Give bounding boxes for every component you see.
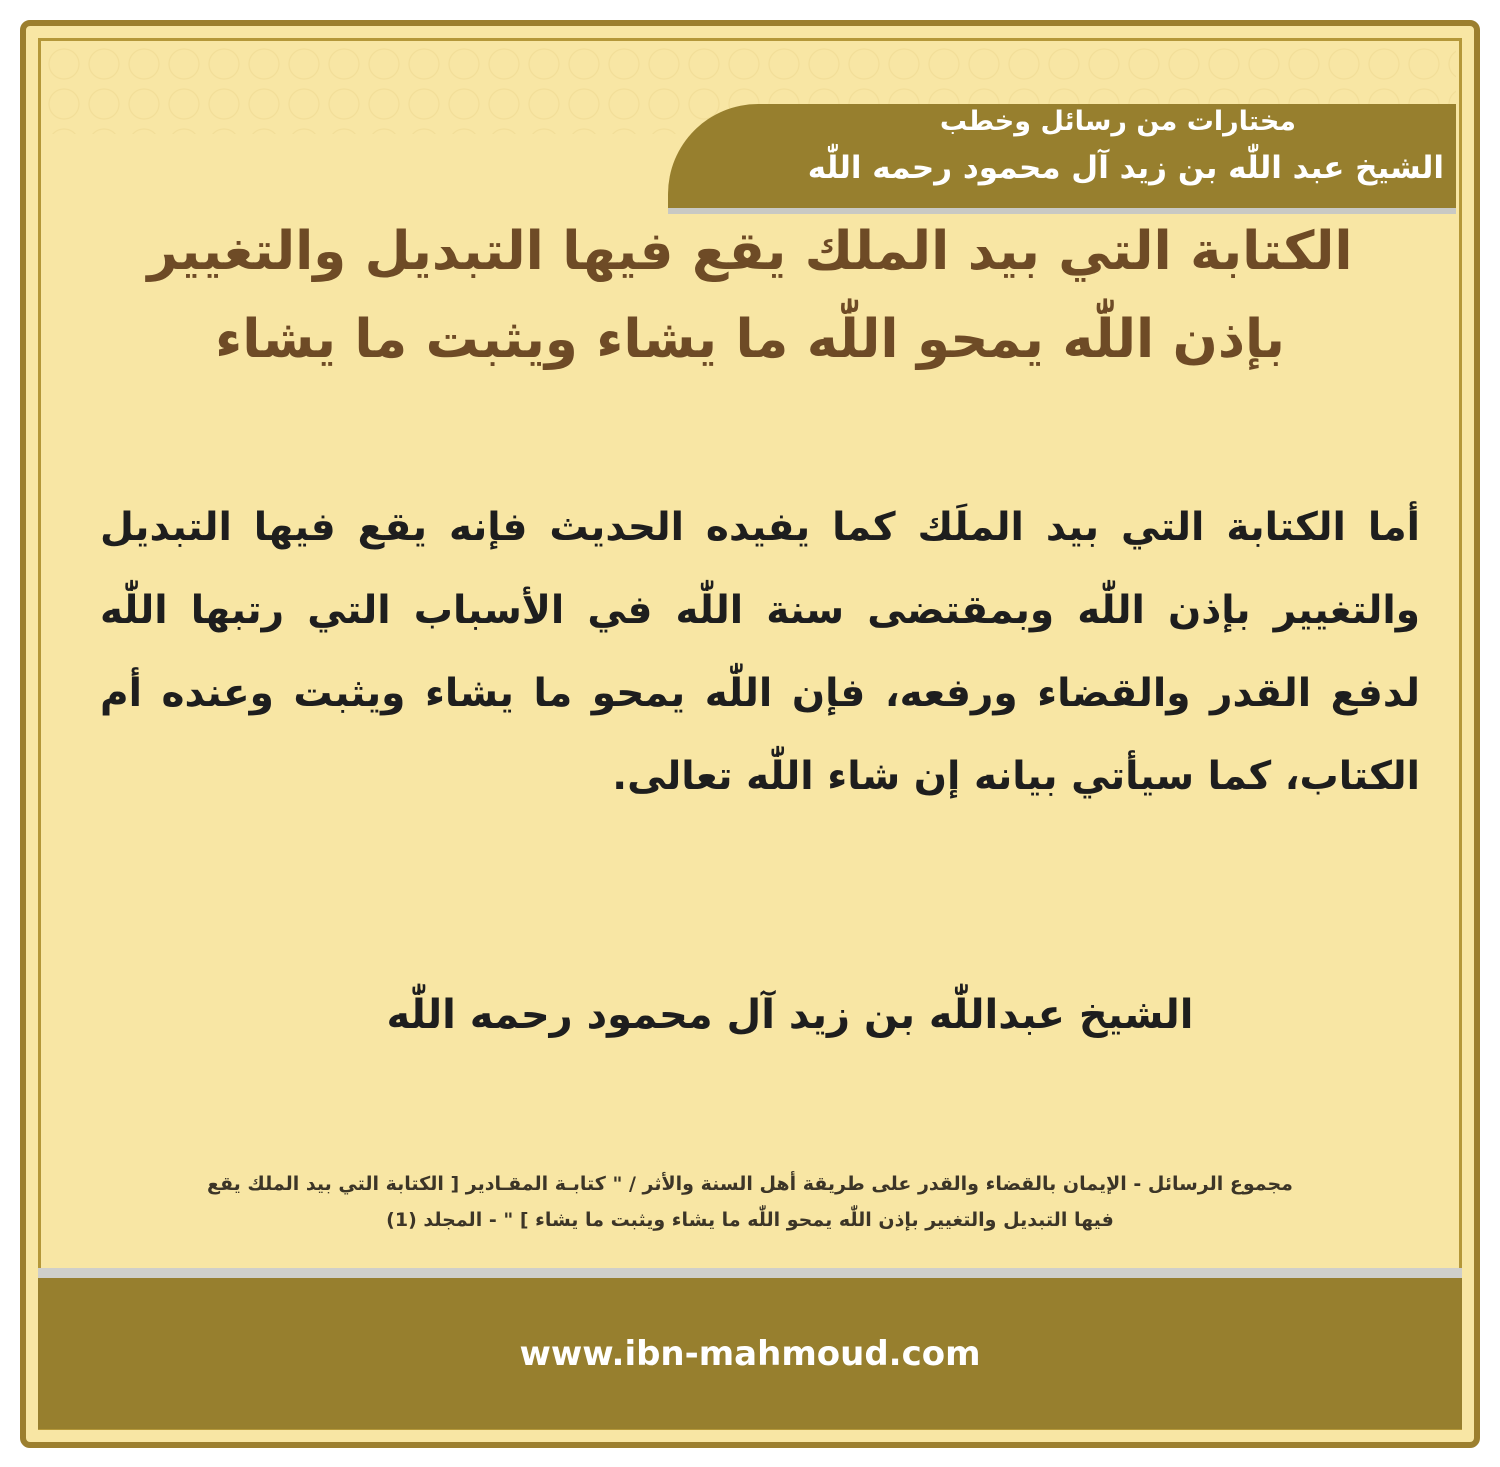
citation-line-1: مجموع الرسائل - الإيمان بالقضاء والقدر على طريقة أهل السنة والأثر / " كتابـة المقـادير [ الكتابة التي بيد الملك يقع xyxy=(207,1173,1293,1195)
headline: الكتابة التي بيد الملك يقع فيها التبديل والتغيير بإذن اللّٰه يمحو اللّٰه ما يشاء ويثبت ما يشاء xyxy=(147,221,1353,370)
header-band xyxy=(668,104,1456,208)
quote-body: أما الكتابة التي بيد الملَك كما يفيده الحديث فإنه يقع فيها التبديل والتغيير بإذن اللّٰه وبمقتضى سنة اللّٰه في الأسباب التي رتبها اللّٰه لدفع القدر والقضاء ورفعه، فإن اللّٰه يمحو ما يشاء ويثبت وعنده أم الكتاب، كما سيأتي بيانه إن شاء اللّٰه تعالى. xyxy=(100,505,1420,799)
citation-line-2: فيها التبديل والتغيير بإذن اللّٰه يمحو اللّٰه ما يشاء ويثبت ما يشاء ] " - المجلد (1) xyxy=(386,1209,1114,1231)
series-author: الشيخ عبد اللّٰه بن زيد آل محمود رحمه اللّٰه xyxy=(807,150,1444,186)
series-title: مختارات من رسائل وخطب xyxy=(939,106,1296,137)
footer-bar xyxy=(38,1278,1462,1429)
website-url[interactable]: www.ibn-mahmoud.com xyxy=(519,1333,981,1374)
footer-divider xyxy=(38,1268,1462,1278)
source-citation xyxy=(90,1166,1410,1238)
author-signature: الشيخ عبداللّٰه بن زيد آل محمود رحمه اللّٰه xyxy=(386,992,1194,1038)
